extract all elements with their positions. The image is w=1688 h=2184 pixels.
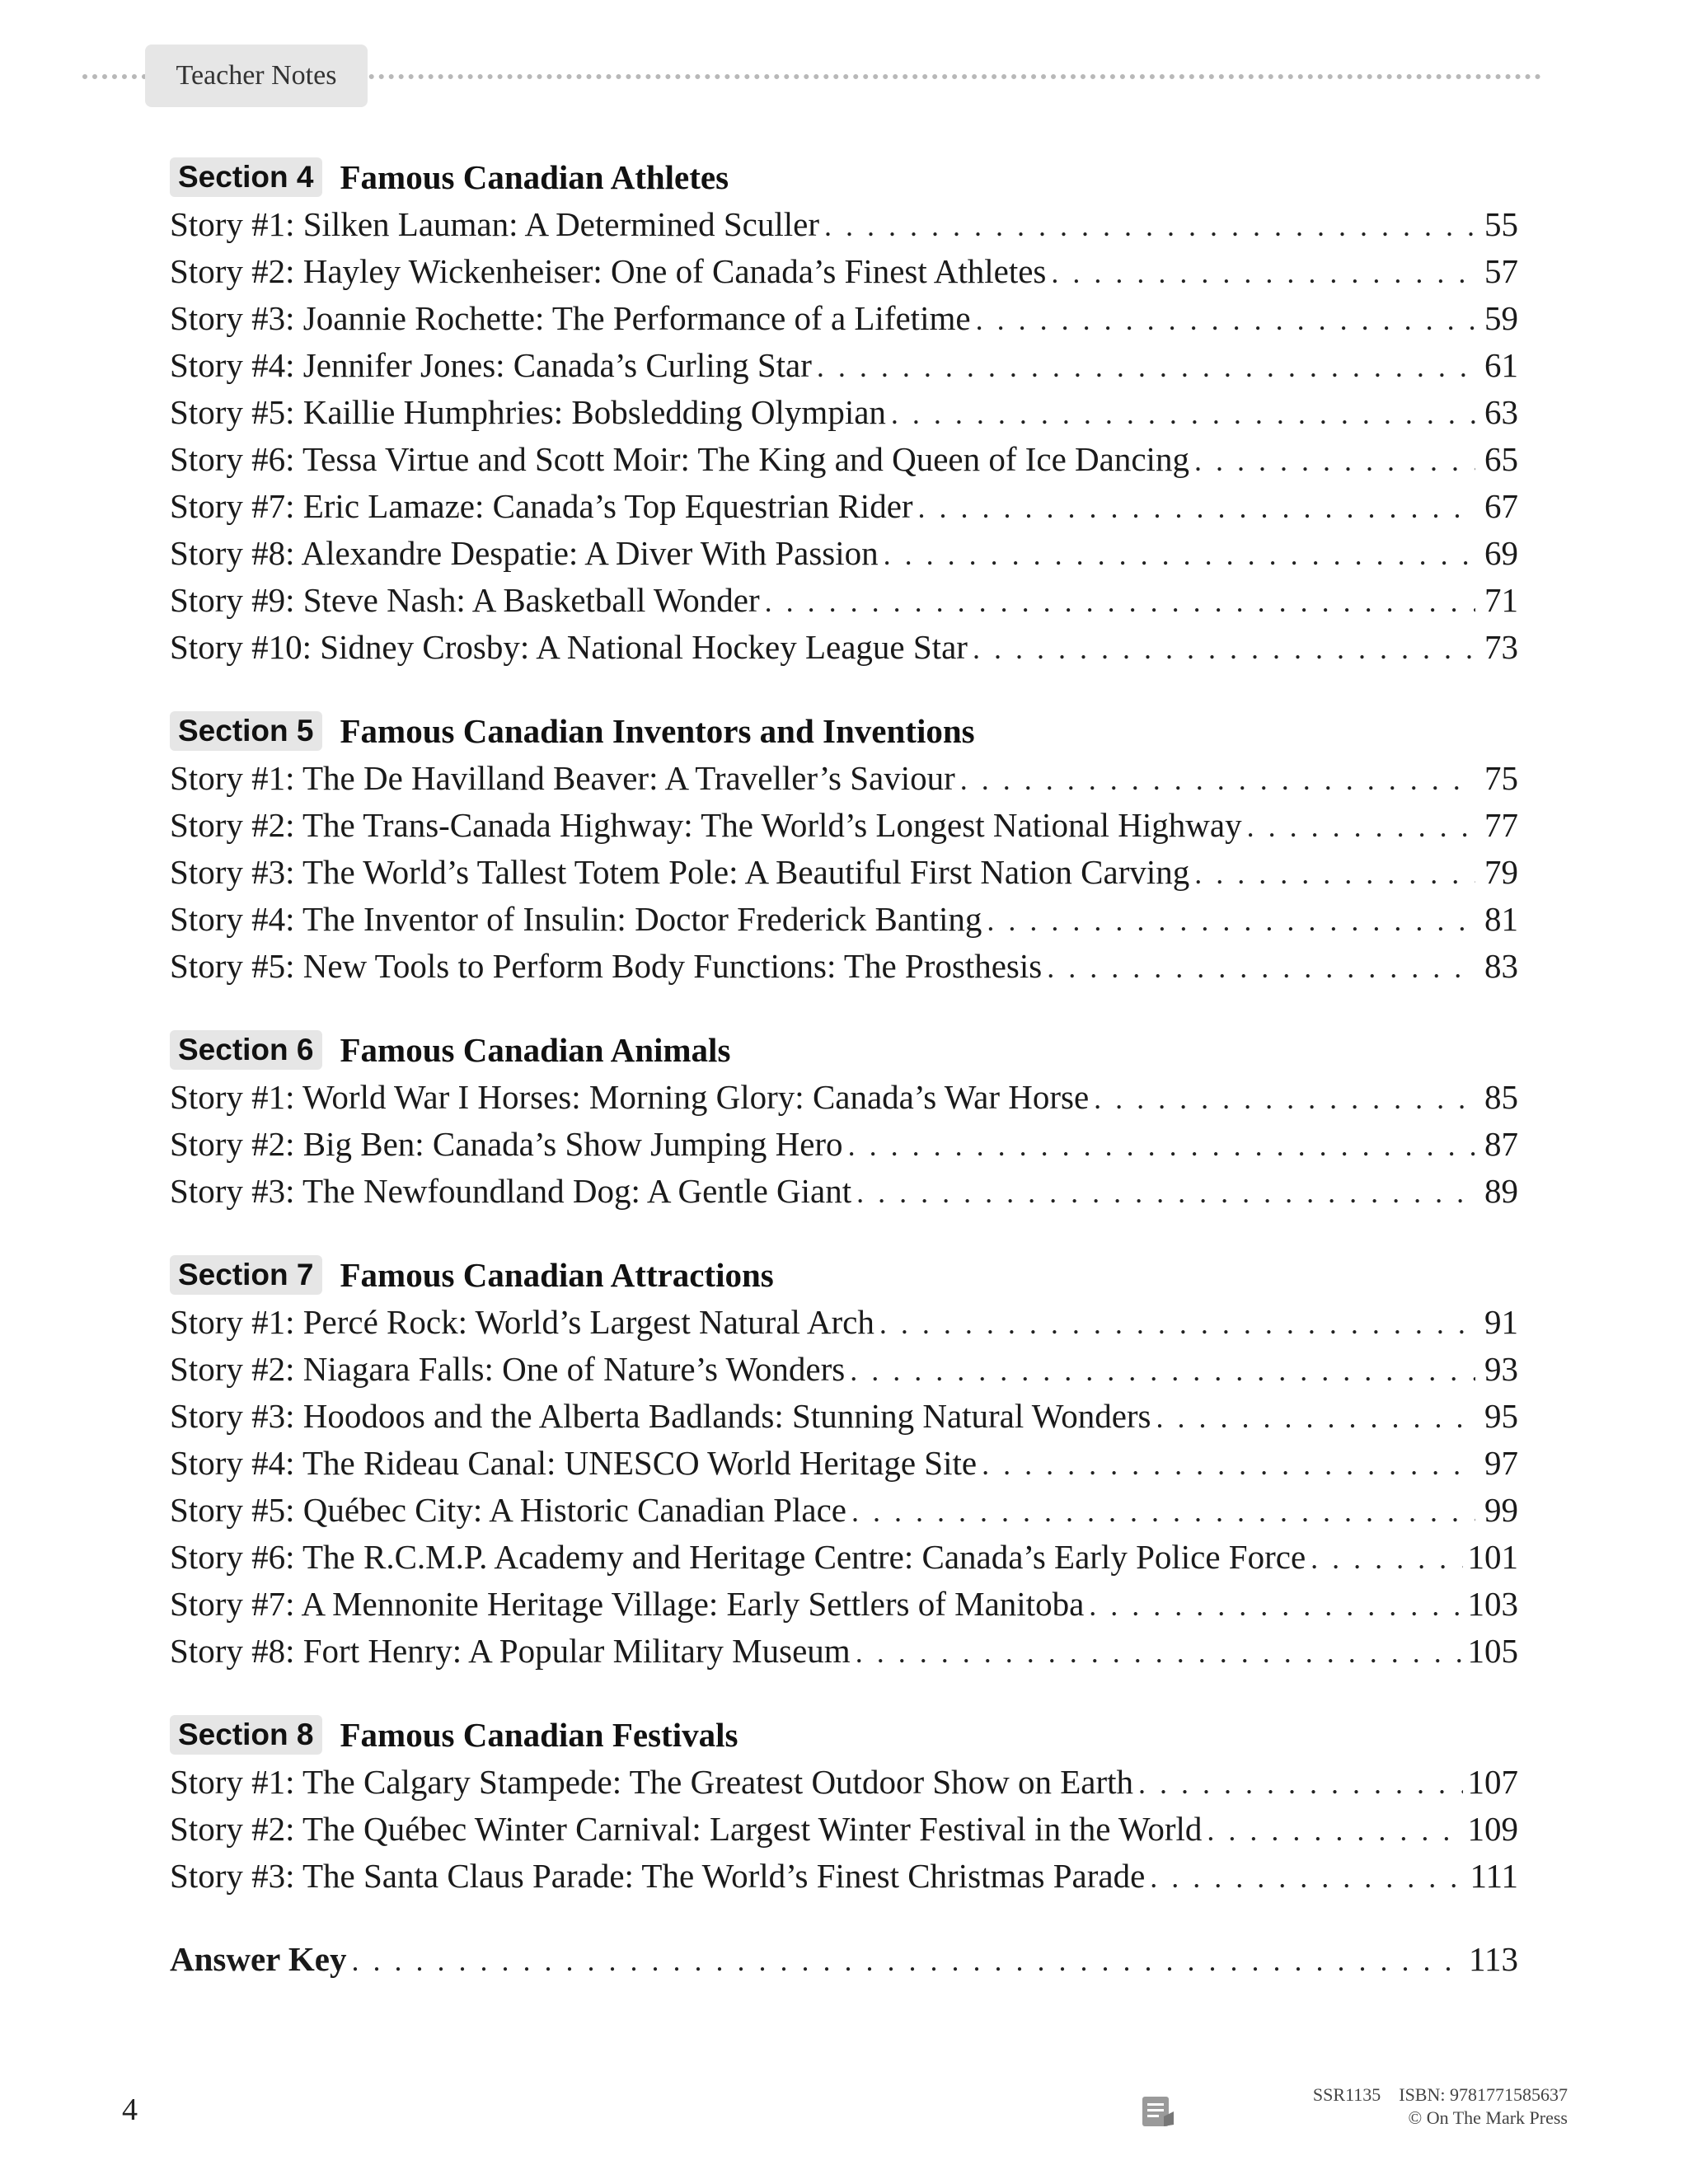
- toc-entry: [170, 1759, 1518, 1806]
- dot-leader: [982, 1441, 1475, 1488]
- story-title: Story #5: Kaillie Humphries: Bobsledding Olympian: [170, 393, 886, 431]
- story-title: Story #5: New Tools to Perform Body Functions: The Prosthesis: [170, 947, 1043, 985]
- toc-entry: [170, 1121, 1518, 1168]
- page-ref: 91: [1484, 1303, 1518, 1341]
- page-ref: 93: [1484, 1350, 1518, 1388]
- page-ref: 73: [1484, 628, 1518, 666]
- section-badge: Section 4: [170, 157, 322, 197]
- story-title: Story #1: World War I Horses: Morning Glory: Canada’s War Horse: [170, 1078, 1090, 1116]
- toc-entry: [170, 577, 1518, 624]
- story-title: Story #1: Percé Rock: World’s Largest Natural Arch: [170, 1303, 874, 1341]
- section-badge: Section 8: [170, 1715, 322, 1755]
- page-ref: 55: [1484, 205, 1518, 243]
- answer-key-title: Answer Key: [170, 1940, 347, 1978]
- story-title: Story #7: A Mennonite Heritage Village: Early Settlers of Manitoba: [170, 1585, 1085, 1623]
- page-ref: 83: [1484, 947, 1518, 985]
- dot-leader: [1194, 438, 1475, 485]
- toc-entry: [170, 1346, 1518, 1393]
- page-ref: 65: [1484, 440, 1518, 478]
- dot-leader: [987, 898, 1475, 944]
- dot-leader: [848, 1122, 1475, 1169]
- story-title: Story #2: Niagara Falls: One of Nature’s Wonders: [170, 1350, 846, 1388]
- answer-key-page: 113: [1469, 1940, 1518, 1978]
- toc-entry: [170, 248, 1518, 295]
- dot-leader: [851, 1488, 1475, 1535]
- header-tab-label: Teacher Notes: [176, 60, 337, 91]
- story-title: Story #4: The Inventor of Insulin: Doctor Frederick Banting: [170, 900, 982, 938]
- header-tab: [145, 45, 368, 107]
- story-title: Story #1: The De Havilland Beaver: A Traveller’s Saviour: [170, 759, 955, 797]
- story-title: Story #4: The Rideau Canal: UNESCO World Heritage Site: [170, 1444, 978, 1482]
- page-ref: 67: [1484, 487, 1518, 525]
- toc-entry: [170, 342, 1518, 389]
- toc-entry: [170, 1581, 1518, 1628]
- story-title: Story #2: Big Ben: Canada’s Show Jumping Hero: [170, 1125, 843, 1163]
- copyright: © On The Mark Press: [1408, 2107, 1568, 2128]
- story-title: Story #2: The Québec Winter Carnival: Largest Winter Festival in the World: [170, 1810, 1203, 1848]
- toc-entry: [170, 530, 1518, 577]
- toc-sections: [170, 153, 1518, 1900]
- footer-line-1: [1313, 2083, 1568, 2107]
- page-ref: 75: [1484, 759, 1518, 797]
- toc-section: [170, 1026, 1518, 1215]
- dot-leader: [960, 757, 1475, 804]
- section-heading: [170, 1251, 1518, 1299]
- section-badge: Section 5: [170, 711, 322, 751]
- page-ref: 57: [1484, 252, 1518, 290]
- section-title: Famous Canadian Athletes: [340, 158, 729, 196]
- page-ref: 71: [1484, 581, 1518, 619]
- story-title: Story #6: Tessa Virtue and Scott Moir: The King and Queen of Ice Dancing: [170, 440, 1189, 478]
- page-ref: 85: [1484, 1078, 1518, 1116]
- toc-entry: [170, 1440, 1518, 1487]
- dot-leader: [856, 1629, 1463, 1676]
- toc-entry: [170, 1853, 1518, 1900]
- page-ref: 95: [1484, 1397, 1518, 1435]
- section-heading: [170, 1026, 1518, 1074]
- dot-leader: [1156, 1394, 1475, 1441]
- dot-leader: [1138, 1760, 1462, 1807]
- page-ref: 109: [1467, 1810, 1518, 1848]
- page-ref: 63: [1484, 393, 1518, 431]
- dot-leader: [817, 344, 1475, 391]
- section-badge: Section 6: [170, 1030, 322, 1070]
- dot-leader: [1207, 1807, 1462, 1854]
- page-ref: 111: [1470, 1857, 1518, 1895]
- toc-entry: [170, 1168, 1518, 1215]
- product-code: SSR1135: [1312, 2084, 1381, 2105]
- section-title: Famous Canadian Festivals: [340, 1716, 738, 1754]
- dot-leader: [918, 485, 1475, 532]
- page-ref: 59: [1484, 299, 1518, 337]
- page-ref: 61: [1484, 346, 1518, 384]
- story-title: Story #2: The Trans-Canada Highway: The World’s Longest National Highway: [170, 806, 1242, 844]
- dot-leader: [351, 1938, 1464, 1985]
- toc-entry: [170, 389, 1518, 436]
- page-ref: 87: [1484, 1125, 1518, 1163]
- story-title: Story #1: The Calgary Stampede: The Greatest Outdoor Show on Earth: [170, 1763, 1134, 1801]
- section-heading: [170, 707, 1518, 755]
- toc-entry: [170, 802, 1518, 849]
- story-title: Story #3: The Newfoundland Dog: A Gentle Giant: [170, 1172, 852, 1210]
- toc-entry: [170, 1393, 1518, 1440]
- section-heading: [170, 153, 1518, 201]
- dot-leader: [1047, 944, 1475, 991]
- footer-text: [1313, 2083, 1568, 2130]
- section-title: Famous Canadian Attractions: [340, 1256, 774, 1294]
- story-title: Story #3: Joannie Rochette: The Performance of a Lifetime: [170, 299, 971, 337]
- dot-leader: [1194, 851, 1475, 898]
- page-ref: 107: [1467, 1763, 1518, 1801]
- story-title: Story #5: Québec City: A Historic Canadian Place: [170, 1491, 847, 1529]
- toc-entry: [170, 201, 1518, 248]
- story-title: Story #7: Eric Lamaze: Canada’s Top Equestrian Rider: [170, 487, 913, 525]
- dot-leader: [879, 1301, 1475, 1347]
- toc-entry: [170, 483, 1518, 530]
- story-title: Story #8: Alexandre Despatie: A Diver With Passion: [170, 534, 879, 572]
- toc-entry: [170, 849, 1518, 896]
- page-ref: 79: [1484, 853, 1518, 891]
- table-of-contents: [170, 153, 1518, 1983]
- toc-section: [170, 707, 1518, 990]
- dot-leader: [856, 1169, 1475, 1216]
- page-footer: [1139, 2083, 1568, 2133]
- dot-leader: [884, 532, 1475, 579]
- story-title: Story #3: The Santa Claus Parade: The World’s Finest Christmas Parade: [170, 1857, 1146, 1895]
- dot-leader: [1150, 1854, 1465, 1901]
- dot-leader: [1089, 1582, 1462, 1629]
- toc-entry: [170, 1487, 1518, 1534]
- story-title: Story #2: Hayley Wickenheiser: One of Canada’s Finest Athletes: [170, 252, 1047, 290]
- section-title: Famous Canadian Inventors and Inventions: [340, 712, 975, 750]
- page-ref: 77: [1484, 806, 1518, 844]
- answer-key-entry: [170, 1936, 1518, 1983]
- toc-entry: [170, 755, 1518, 802]
- section-title: Famous Canadian Animals: [340, 1031, 731, 1069]
- section-badge: Section 7: [170, 1255, 322, 1295]
- page-ref: 81: [1484, 900, 1518, 938]
- dot-leader: [850, 1347, 1475, 1394]
- story-title: Story #9: Steve Nash: A Basketball Wonder: [170, 581, 760, 619]
- dot-leader: [1094, 1076, 1475, 1122]
- page-number: 4: [122, 2093, 138, 2127]
- book-icon: [1139, 2092, 1177, 2130]
- page-ref: 69: [1484, 534, 1518, 572]
- toc-entry: [170, 1534, 1518, 1581]
- story-title: Story #6: The R.C.M.P. Academy and Heritage Centre: Canada’s Early Police Force: [170, 1538, 1306, 1576]
- story-title: Story #3: The World’s Tallest Totem Pole: A Beautiful First Nation Carving: [170, 853, 1190, 891]
- toc-entry: [170, 436, 1518, 483]
- dot-leader: [765, 579, 1475, 626]
- story-title: Story #3: Hoodoos and the Alberta Badlands: Stunning Natural Wonders: [170, 1397, 1151, 1435]
- toc-entry: [170, 1074, 1518, 1121]
- toc-entry: [170, 1299, 1518, 1346]
- story-title: Story #10: Sidney Crosby: A National Hockey League Star: [170, 628, 968, 666]
- dot-leader: [1247, 804, 1475, 851]
- toc-entry: [170, 896, 1518, 943]
- toc-section: [170, 153, 1518, 671]
- toc-section: [170, 1711, 1518, 1900]
- dot-leader: [1051, 250, 1475, 297]
- page-ref: 103: [1467, 1585, 1518, 1623]
- story-title: Story #4: Jennifer Jones: Canada’s Curling Star: [170, 346, 812, 384]
- dot-leader: [824, 203, 1475, 250]
- toc-section: [170, 1251, 1518, 1675]
- toc-entry: [170, 295, 1518, 342]
- dot-leader: [1311, 1535, 1462, 1582]
- dot-leader: [891, 391, 1475, 438]
- page-ref: 105: [1467, 1632, 1518, 1670]
- page-ref: 97: [1484, 1444, 1518, 1482]
- story-title: Story #8: Fort Henry: A Popular Military Museum: [170, 1632, 851, 1670]
- section-heading: [170, 1711, 1518, 1759]
- dot-leader: [976, 297, 1475, 344]
- isbn: ISBN: 9781771585637: [1399, 2084, 1568, 2105]
- toc-entry: [170, 624, 1518, 671]
- page-ref: 89: [1484, 1172, 1518, 1210]
- story-title: Story #1: Silken Lauman: A Determined Sculler: [170, 205, 819, 243]
- page-ref: 99: [1484, 1491, 1518, 1529]
- toc-entry: [170, 1806, 1518, 1853]
- dot-leader: [973, 626, 1475, 673]
- toc-entry: [170, 943, 1518, 990]
- page-ref: 101: [1467, 1538, 1518, 1576]
- toc-entry: [170, 1628, 1518, 1675]
- page-header: [82, 45, 1541, 107]
